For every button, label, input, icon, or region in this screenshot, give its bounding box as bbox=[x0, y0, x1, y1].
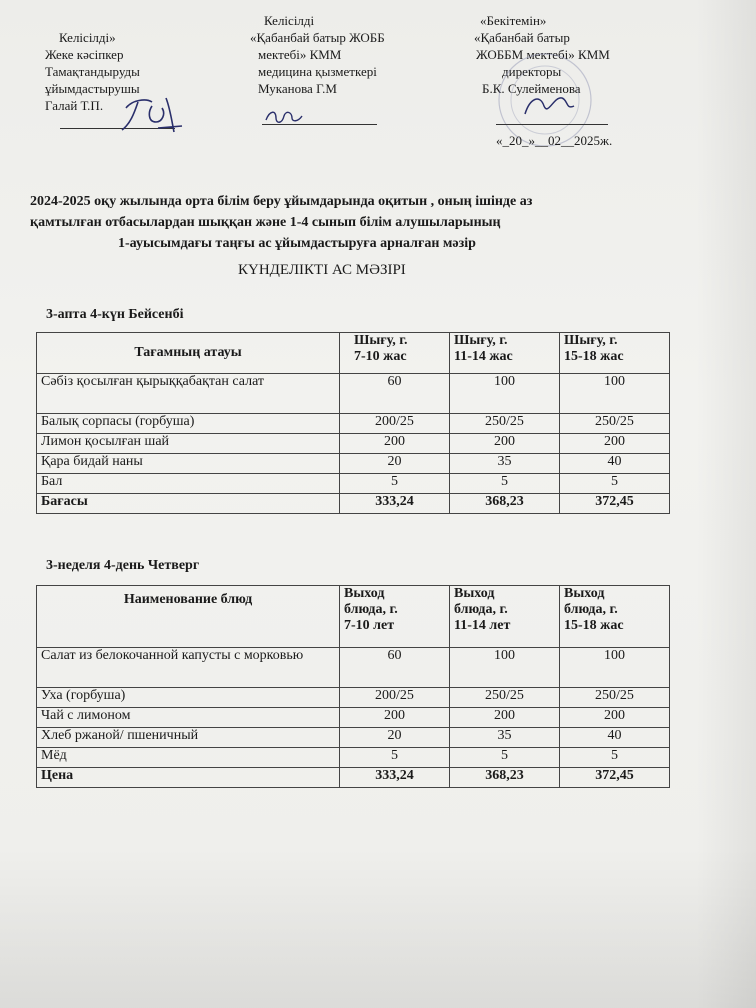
portion-11-14: 35 bbox=[450, 454, 560, 474]
menu-table-russian bbox=[36, 585, 670, 788]
approval-line: ЖОББМ мектебі» КММ bbox=[476, 47, 610, 62]
approval-line: медицина қызметкері bbox=[258, 64, 377, 79]
table-row bbox=[37, 688, 670, 708]
portion-11-14: 250/25 bbox=[450, 414, 560, 434]
table-row bbox=[37, 434, 670, 454]
document-subtitle: КҮНДЕЛІКТІ АС МӘЗІРІ bbox=[238, 262, 406, 278]
portion-15-18: 100 bbox=[560, 374, 670, 414]
table-row bbox=[37, 728, 670, 748]
approval-line: «Қабанбай батыр bbox=[474, 30, 570, 45]
approval-date-text: «_20_»__02__2025ж. bbox=[496, 133, 613, 148]
price-7-10: 333,24 bbox=[340, 494, 450, 514]
approval-line: ұйымдастырушы bbox=[45, 81, 140, 96]
signature-caterer bbox=[112, 88, 192, 138]
column-header: Шығу, г. 7-10 жас bbox=[340, 333, 450, 374]
document-title-line-1: 2024-2025 оқу жылында орта білім беру ұйымдарында оқитын , оның ішінде аз bbox=[30, 194, 533, 209]
portion-11-14: 5 bbox=[450, 474, 560, 494]
portion-11-14: 100 bbox=[450, 374, 560, 414]
document-title-line-3: 1-ауысымдағы таңғы ас ұйымдастыруға арналған мәзір bbox=[118, 236, 476, 251]
dish-name: Балық сорпасы (горбуша) bbox=[37, 414, 340, 434]
portion-7-10: 20 bbox=[340, 728, 450, 748]
portion-15-18: 5 bbox=[560, 748, 670, 768]
table-row bbox=[37, 648, 670, 688]
total-label: Бағасы bbox=[37, 494, 340, 514]
table-row bbox=[37, 414, 670, 434]
price-7-10: 333,24 bbox=[340, 768, 450, 788]
total-label: Цена bbox=[37, 768, 340, 788]
page-shadow-bottom bbox=[0, 848, 756, 1008]
column-header: Выход блюда, г. 15-18 жас bbox=[560, 586, 670, 648]
signature-medical bbox=[262, 106, 312, 128]
approval-line: Муканова Г.М bbox=[258, 81, 337, 96]
portion-15-18: 40 bbox=[560, 728, 670, 748]
portion-15-18: 5 bbox=[560, 474, 670, 494]
portion-7-10: 200 bbox=[340, 708, 450, 728]
dish-name: Салат из белокочанной капусты с морковью bbox=[37, 648, 340, 688]
portion-11-14: 200 bbox=[450, 708, 560, 728]
portion-15-18: 200 bbox=[560, 708, 670, 728]
portion-15-18: 100 bbox=[560, 648, 670, 688]
section-heading-kazakh: 3-апта 4-күн Бейсенбі bbox=[46, 307, 184, 322]
table-row bbox=[37, 474, 670, 494]
table-header-row bbox=[37, 333, 670, 374]
approval-line: мектебі» КММ bbox=[258, 47, 342, 62]
price-11-14: 368,23 bbox=[450, 494, 560, 514]
portion-15-18: 250/25 bbox=[560, 688, 670, 708]
portion-7-10: 60 bbox=[340, 374, 450, 414]
approval-line: директоры bbox=[502, 64, 562, 79]
price-15-18: 372,45 bbox=[560, 494, 670, 514]
column-header: Шығу, г. 11-14 жас bbox=[450, 333, 560, 374]
portion-15-18: 250/25 bbox=[560, 414, 670, 434]
dish-name: Қара бидай наны bbox=[37, 454, 340, 474]
portion-7-10: 200 bbox=[340, 434, 450, 454]
portion-11-14: 200 bbox=[450, 434, 560, 454]
approval-line: Келісілді» bbox=[59, 30, 116, 45]
section-heading-russian: 3-неделя 4-день Четверг bbox=[46, 558, 200, 573]
table-row bbox=[37, 454, 670, 474]
portion-7-10: 200/25 bbox=[340, 688, 450, 708]
column-header: Выход блюда, г. 7-10 лет bbox=[340, 586, 450, 648]
approval-line: «Қабанбай батыр ЖОББ bbox=[250, 30, 385, 45]
approval-medical bbox=[250, 12, 385, 97]
portion-7-10: 20 bbox=[340, 454, 450, 474]
approval-line: Келісілді bbox=[264, 13, 315, 28]
dish-name: Чай с лимоном bbox=[37, 708, 340, 728]
price-15-18: 372,45 bbox=[560, 768, 670, 788]
portion-11-14: 35 bbox=[450, 728, 560, 748]
dish-name: Мёд bbox=[37, 748, 340, 768]
portion-15-18: 200 bbox=[560, 434, 670, 454]
approval-date bbox=[496, 132, 612, 149]
approval-line: «Бекітемін» bbox=[480, 13, 547, 28]
table-total-row bbox=[37, 494, 670, 514]
portion-15-18: 40 bbox=[560, 454, 670, 474]
approval-line: Тамақтандыруды bbox=[45, 64, 140, 79]
signature-line bbox=[496, 124, 608, 125]
column-header: Тағамның атауы bbox=[37, 333, 340, 374]
document-title-line-2: қамтылған отбасылардан шыққан және 1-4 сынып білім алушыларының bbox=[30, 215, 501, 230]
portion-11-14: 5 bbox=[450, 748, 560, 768]
table-row bbox=[37, 748, 670, 768]
approval-line: Б.К. Сулейменова bbox=[482, 81, 581, 96]
table-header-row bbox=[37, 586, 670, 648]
portion-7-10: 200/25 bbox=[340, 414, 450, 434]
dish-name: Хлеб ржаной/ пшеничный bbox=[37, 728, 340, 748]
dish-name: Уха (горбуша) bbox=[37, 688, 340, 708]
portion-7-10: 60 bbox=[340, 648, 450, 688]
column-header: Выход блюда, г. 11-14 лет bbox=[450, 586, 560, 648]
portion-7-10: 5 bbox=[340, 748, 450, 768]
portion-11-14: 100 bbox=[450, 648, 560, 688]
portion-11-14: 250/25 bbox=[450, 688, 560, 708]
table-row bbox=[37, 374, 670, 414]
dish-name: Лимон қосылған шай bbox=[37, 434, 340, 454]
portion-7-10: 5 bbox=[340, 474, 450, 494]
approval-line: Галай Т.П. bbox=[45, 98, 104, 113]
table-total-row bbox=[37, 768, 670, 788]
approval-line: Жеке кәсіпкер bbox=[45, 47, 124, 62]
column-header: Шығу, г. 15-18 жас bbox=[560, 333, 670, 374]
dish-name: Бал bbox=[37, 474, 340, 494]
menu-table-kazakh bbox=[36, 332, 670, 514]
price-11-14: 368,23 bbox=[450, 768, 560, 788]
column-header: Наименование блюд bbox=[37, 586, 340, 648]
table-row bbox=[37, 708, 670, 728]
dish-name: Сәбіз қосылған қырыққабақтан салат bbox=[37, 374, 340, 414]
